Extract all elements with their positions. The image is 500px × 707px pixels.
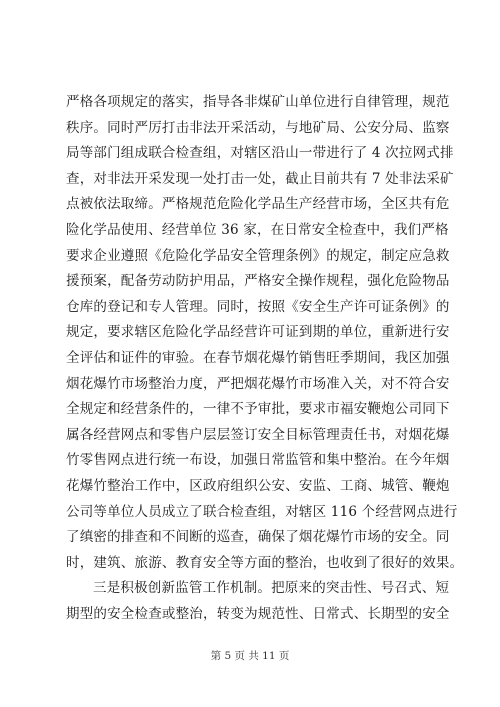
paragraph-start-line: 三是积极创新监管工作机制。把原来的突击性、号召式、短 [93,580,450,597]
text-line: 仓库的登记和专人管理。同时，按照《安全生产许可证条例》的 [66,298,450,315]
text-line: 期型的安全检查或整治，转变为规范性、日常式、长期型的安全 [66,605,450,622]
text-line: 严格各项规定的落实，指导各非煤矿山单位进行自律管理，规范 [66,94,450,110]
text-line: 全评估和证件的审验。在春节烟花爆竹销售旺季期间，我区加强 [66,349,450,366]
text-line: 点被依法取缔。严格规范危险化学品生产经营市场，全区共有危 [66,196,450,213]
text-line: 查，对非法开采发现一处打击一处，截止目前共有 7 处非法采矿 [66,170,454,187]
text-line: 要求企业遵照《危险化学品安全管理条例》的规定，制定应急救 [66,247,450,264]
text-line: 花爆竹整治工作中，区政府组织公安、安监、工商、城管、鞭炮 [66,477,450,494]
text-line: 属各经营网点和零售户层层签订安全目标管理责任书，对烟花爆 [66,426,450,443]
text-line: 规定，要求辖区危险化学品经营许可证到期的单位，重新进行安 [66,324,450,341]
text-line: 援预案，配备劳动防护用品，严格安全操作规程，强化危险物品 [66,273,450,290]
page-footer: 第 5 页 共 11 页 [210,650,290,662]
text-line: 竹零售网点进行统一布设，加强日常监管和集中整治。在今年烟 [66,452,450,469]
text-line: 全规定和经营条件的，一律不予审批，要求市福安鞭炮公司同下 [66,401,450,418]
paragraph-end-line: 时，建筑、旅游、教育安全等方面的整治，也收到了很好的效果。 [66,554,464,571]
text-line: 险化学品使用、经营单位 36 家，在日常安全检查中，我们严格 [66,221,449,238]
text-line: 局等部门组成联合检查组，对辖区沿山一带进行了 4 次拉网式排 [66,145,454,162]
text-line: 公司等单位人员成立了联合检查组，对辖区 116 个经营网点进行 [66,503,458,520]
text-line: 秩序。同时严厉打击非法开采活动，与地矿局、公安分局、监察 [66,119,450,136]
text-line: 了缜密的排查和不间断的巡查，确保了烟花爆竹市场的安全。同 [66,529,450,546]
body-text [66,90,464,627]
text-line: 烟花爆竹市场整治力度，严把烟花爆竹市场准入关，对不符合安 [66,375,450,392]
